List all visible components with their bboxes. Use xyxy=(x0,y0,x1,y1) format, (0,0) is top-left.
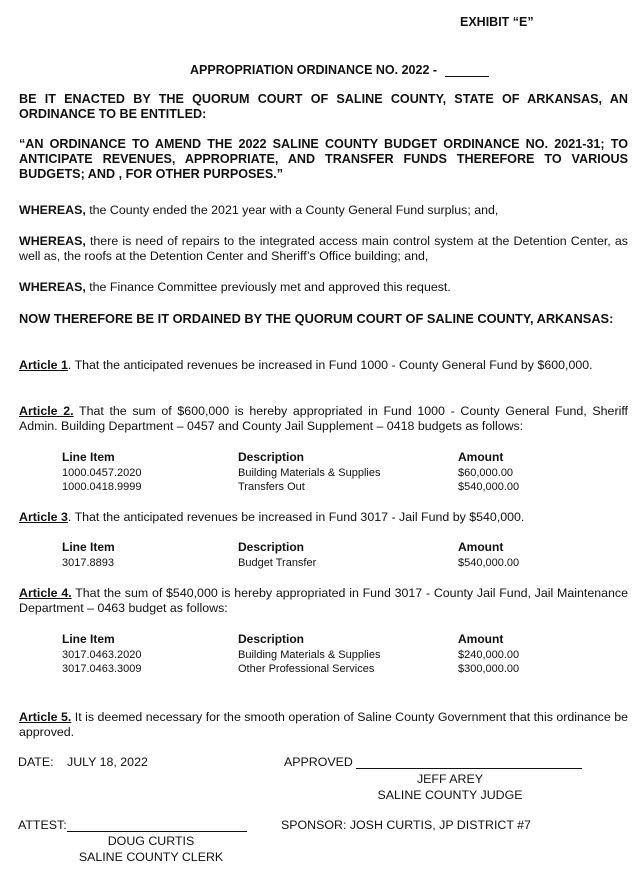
table-row: 1000.0418.9999 Transfers Out $540,000.00 xyxy=(62,481,520,493)
judge-block xyxy=(360,771,540,803)
line-items-table-2 xyxy=(62,540,542,570)
date-line: DATE: JULY 18, 2022 xyxy=(18,755,148,769)
table-header: Line Item Description Amount xyxy=(62,632,504,646)
sponsor-line: SPONSOR: JOSH CURTIS, JP DISTRICT #7 xyxy=(281,818,531,832)
exhibit-label: EXHIBIT “E” xyxy=(460,15,534,29)
clerk-title: SALINE COUNTY CLERK xyxy=(78,850,224,864)
table-row: 3017.0463.3009 Other Professional Services $300,000.00 xyxy=(62,663,520,675)
title-text: APPROPRIATION ORDINANCE NO. 2022 - xyxy=(190,63,438,77)
table-header: Line Item Description Amount xyxy=(62,540,504,554)
article-label: Article 3 xyxy=(19,510,68,524)
clerk-block xyxy=(62,833,240,865)
article-4: Article 4. That the sum of $540,000 is hereby appropriated in Fund 3017 - County Jail Fund, Jail Maintenance Department – 0463 budget as follows: xyxy=(19,586,628,615)
attest-line: ATTEST: xyxy=(18,818,247,832)
article-label: Article 5. xyxy=(19,710,72,724)
article-label: Article 1 xyxy=(19,358,68,372)
article-5: Article 5. It is deemed necessary for the smooth operation of Saline County Government that this ordinance be approved. xyxy=(19,710,629,739)
article-3: Article 3. That the anticipated revenues be increased in Fund 3017 - Jail Fund by $540,000. xyxy=(19,510,525,524)
table-header: Line Item Description Amount xyxy=(62,450,504,464)
article-label: Article 4. xyxy=(19,586,72,600)
enacting-clause: BE IT ENACTED BY THE QUORUM COURT OF SALINE COUNTY, STATE OF ARKANSAS, AN ORDINANCE TO BE ENTITLED: xyxy=(19,92,628,121)
line-items-table-1 xyxy=(62,450,542,494)
whereas-1: WHEREAS, the County ended the 2021 year with a County General Fund surplus; and, xyxy=(19,203,499,217)
judge-title: SALINE COUNTY JUDGE xyxy=(377,788,523,802)
whereas-3: WHEREAS, the Finance Committee previously met and approved this request. xyxy=(19,280,451,294)
article-label: Article 2. xyxy=(19,404,74,418)
table-row: 3017.0463.2020 Building Materials & Supplies $240,000.00 xyxy=(62,649,520,661)
article-2: Article 2. That the sum of $600,000 is hereby appropriated in Fund 1000 - County General Fund, Sheriff Admin. Building Department – 0457 and County Jail Supplement – 0418 budgets as follows: xyxy=(19,404,628,433)
judge-signature-blank xyxy=(356,755,582,769)
table-row: 3017.8893 Budget Transfer $540,000.00 xyxy=(62,557,520,569)
approved-line: APPROVED xyxy=(284,755,582,769)
table-row: 1000.0457.2020 Building Materials & Supplies $60,000.00 xyxy=(62,467,514,479)
article-1: Article 1. That the anticipated revenues be increased in Fund 1000 - County General Fund by $600,000. xyxy=(19,358,593,372)
clerk-signature-blank xyxy=(67,818,247,832)
line-items-table-3 xyxy=(62,632,542,676)
judge-name: JEFF AREY xyxy=(416,772,484,786)
clerk-name: DOUG CURTIS xyxy=(107,834,195,848)
whereas-2: WHEREAS, there is need of repairs to the integrated access main control system at the Detention Center, as well as, the roofs at the Detention Center and Sheriff’s Office building; and, xyxy=(19,234,628,263)
ordinance-title: “AN ORDINANCE TO AMEND THE 2022 SALINE COUNTY BUDGET ORDINANCE NO. 2021-31; TO ANTICIPATE REVENUES, APPROPRIATE, AND TRANSFER FUNDS THEREFORE TO VARIOUS BUDGETS; AND , FOR OTHER PURPOSES.” xyxy=(19,137,628,181)
ordained-clause: NOW THEREFORE BE IT ORDAINED BY THE QUORUM COURT OF SALINE COUNTY, ARKANSAS: xyxy=(19,311,614,326)
ordinance-number-blank xyxy=(445,76,489,77)
document-title xyxy=(190,63,489,77)
